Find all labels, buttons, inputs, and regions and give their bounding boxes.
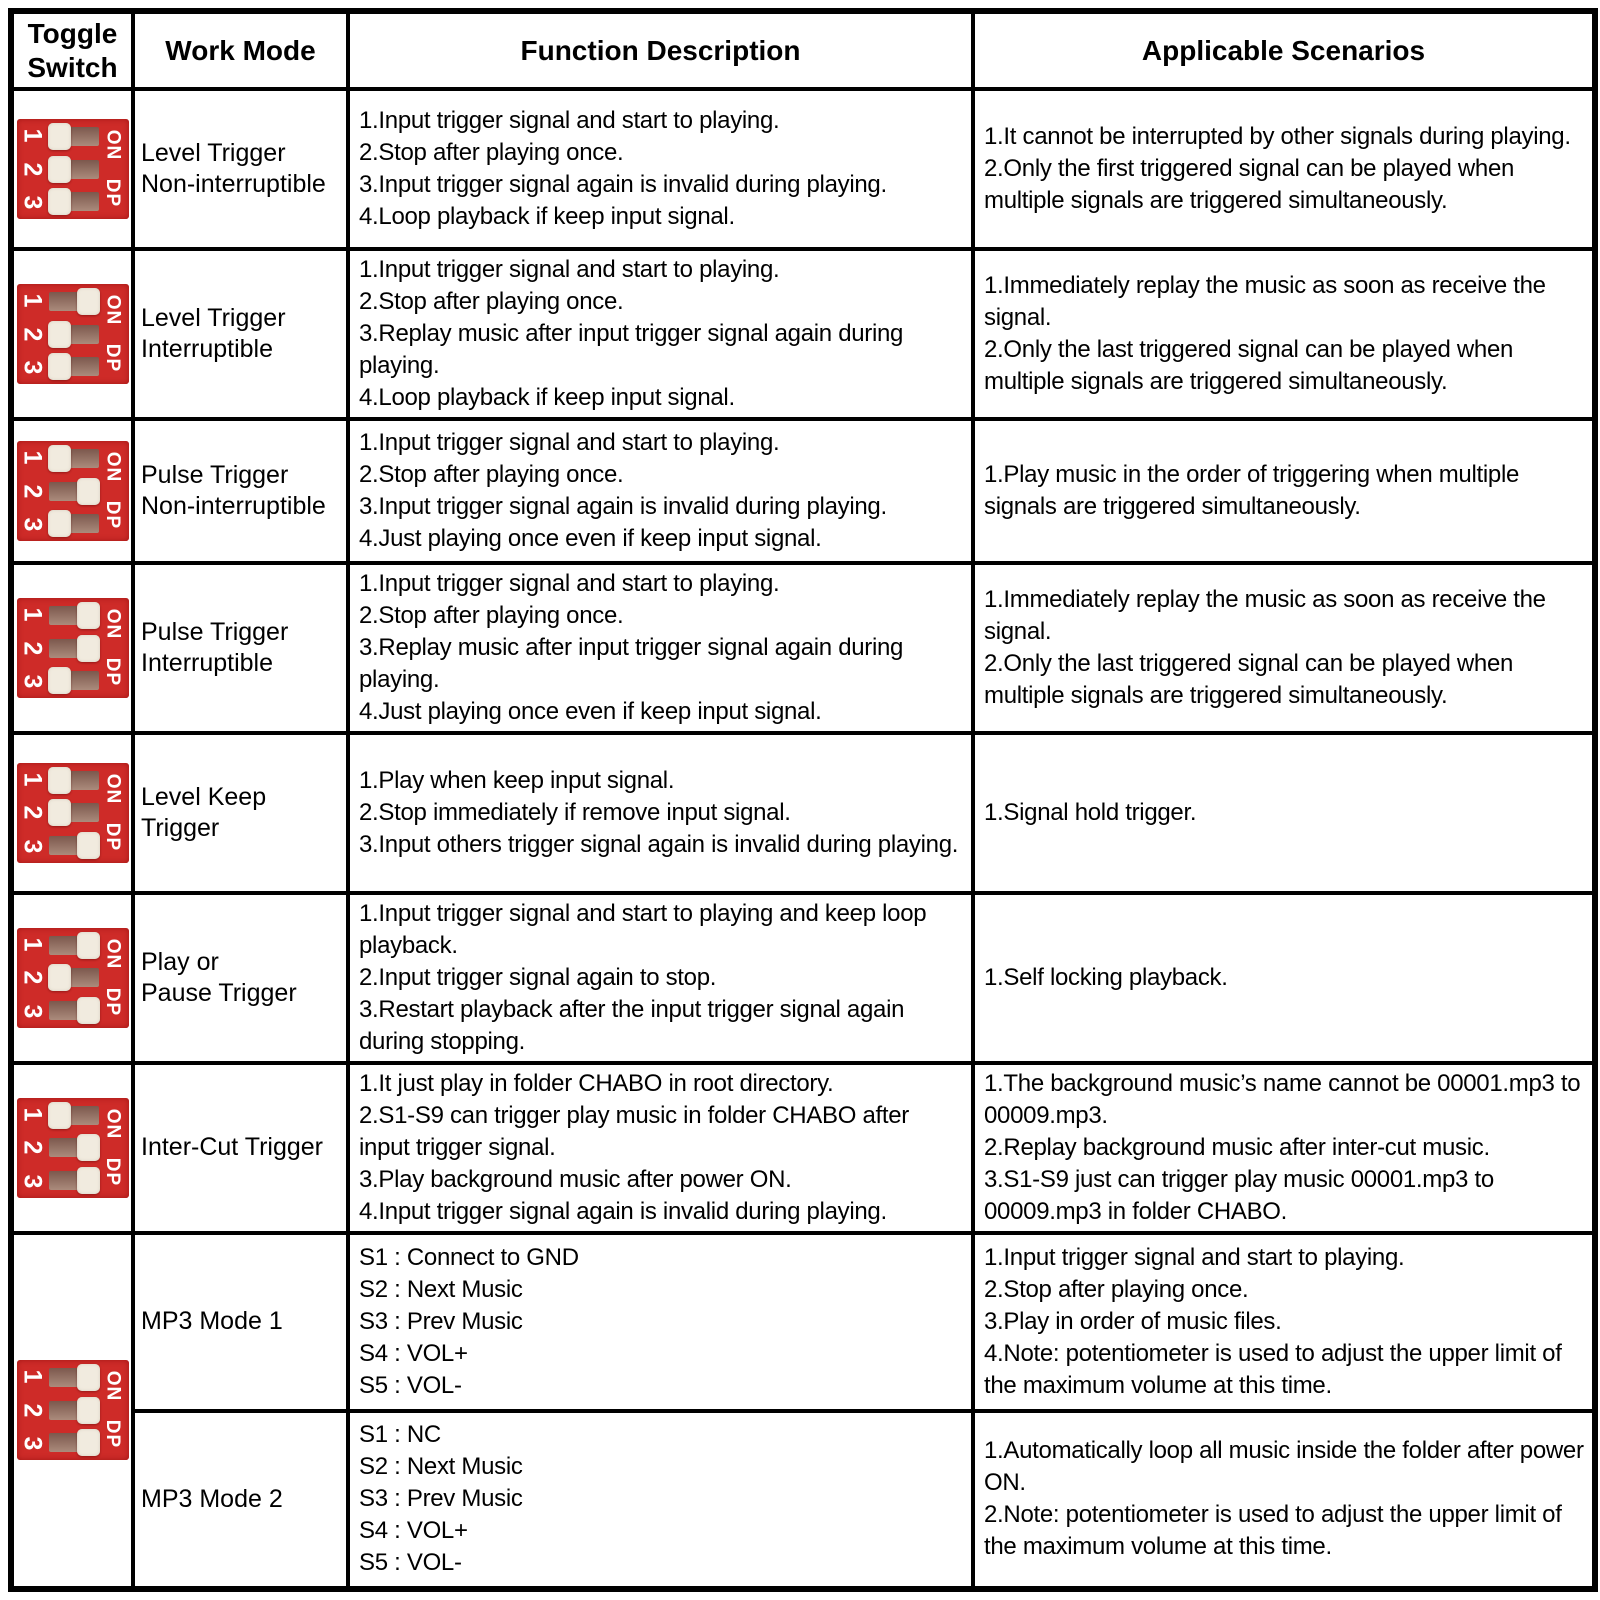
column-header-work-mode: Work Mode: [133, 11, 348, 89]
dip-knob: [77, 932, 100, 959]
work-mode-cell: Level Trigger Non-interruptible: [133, 89, 348, 249]
dip-knob: [77, 1134, 100, 1161]
header-row: [11, 11, 1595, 89]
dip-toggle-1: [49, 449, 99, 468]
dip-knob: [77, 288, 100, 315]
toggle-switch-cell: [11, 249, 133, 419]
dip-toggle-2: [49, 803, 99, 822]
dip-toggle-2: [49, 482, 99, 501]
work-mode-table: [8, 8, 1598, 1592]
dip-pin-numbers: 1 2 3: [18, 607, 46, 689]
dip-knob: [77, 832, 100, 859]
dip-pin-numbers: 1 2 3: [18, 772, 46, 854]
dip-on-dp-labels: ON DP: [102, 129, 124, 208]
function-description-cell: 1.Play when keep input signal. 2.Stop immediately if remove input signal. 3.Input others trigger signal again is invalid during playing.: [348, 733, 973, 892]
column-header-function-description: Function Description: [348, 11, 973, 89]
dip-toggle-3: [49, 192, 99, 211]
dip-knob: [77, 1167, 100, 1194]
dip-toggle-3: [49, 1001, 99, 1020]
dip-on-dp-labels: ON DP: [102, 294, 124, 373]
dip-knob: [77, 997, 100, 1024]
dip-pin-numbers: 1 2 3: [18, 128, 46, 210]
applicable-scenarios-cell: 1.Immediately replay the music as soon as receive the signal. 2.Only the last triggered signal can be played when multiple signals are triggered simultaneously.: [973, 563, 1595, 733]
applicable-scenarios-cell: 1.Input trigger signal and start to playing. 2.Stop after playing once. 3.Play in order of music files. 4.Note: potentiometer is used to adjust the upper limit of the maximum volume at this time.: [973, 1233, 1595, 1411]
dip-toggle-1: [49, 936, 99, 955]
function-description-cell: 1.Input trigger signal and start to playing. 2.Stop after playing once. 3.Input trigger signal again is invalid during playing. 4.Just playing once even if keep input signal.: [348, 419, 973, 563]
work-mode-cell: Level Keep Trigger: [133, 733, 348, 892]
dip-knob: [77, 1397, 100, 1424]
dip-pin-numbers: 1 2 3: [18, 1107, 46, 1189]
dip-toggle-3: [49, 671, 99, 690]
dip-toggle-2: [49, 968, 99, 987]
dip-toggle-1: [49, 1368, 99, 1387]
dip-knob: [48, 321, 71, 348]
function-description-cell: S1 : Connect to GND S2 : Next Music S3 : Prev Music S4 : VOL+ S5 : VOL-: [348, 1233, 973, 1411]
dip-pin-numbers: 1 2 3: [18, 1369, 46, 1451]
dip-toggle-1: [49, 127, 99, 146]
dip-toggle-1: [49, 292, 99, 311]
function-description-cell: 1.It just play in folder CHABO in root directory. 2.S1-S9 can trigger play music in folder CHABO after input trigger signal. 3.Play background music after power ON. 4.Input trigger signal again is invalid during playing.: [348, 1063, 973, 1233]
table-row: [11, 249, 1595, 419]
toggle-switch-cell: [11, 563, 133, 733]
table-row: [11, 563, 1595, 733]
function-description-cell: 1.Input trigger signal and start to playing and keep loop playback. 2.Input trigger signal again to stop. 3.Restart playback after the input trigger signal again during stopping.: [348, 893, 973, 1063]
column-header-toggle-switch: Toggle Switch: [11, 11, 133, 89]
applicable-scenarios-cell: 1.Play music in the order of triggering when multiple signals are triggered simultaneously.: [973, 419, 1595, 563]
dip-switch: [17, 1360, 129, 1460]
work-mode-cell: Level Trigger Interruptible: [133, 249, 348, 419]
dip-toggle-2: [49, 325, 99, 344]
function-description-cell: 1.Input trigger signal and start to playing. 2.Stop after playing once. 3.Replay music after input trigger signal again during playing. 4.Just playing once even if keep input signal.: [348, 563, 973, 733]
dip-knob: [48, 667, 71, 694]
dip-knob: [48, 353, 71, 380]
dip-on-dp-labels: ON DP: [102, 1108, 124, 1186]
applicable-scenarios-cell: 1.Self locking playback.: [973, 893, 1595, 1063]
table-row: [11, 1063, 1595, 1233]
dip-knob: [77, 602, 100, 629]
toggle-switch-cell: [11, 419, 133, 563]
column-header-applicable-scenarios: Applicable Scenarios: [973, 11, 1595, 89]
dip-toggle-3: [49, 514, 99, 533]
dip-on-dp-labels: ON DP: [102, 773, 124, 852]
dip-knob: [48, 964, 71, 991]
applicable-scenarios-cell: 1.The background music’s name cannot be 00001.mp3 to 00009.mp3. 2.Replay background music after inter-cut music. 3.S1-S9 just can trigger play music 00001.mp3 to 00009.mp3 in folder CHABO.: [973, 1063, 1595, 1233]
dip-knob: [48, 188, 71, 215]
toggle-switch-cell: [11, 1063, 133, 1233]
dip-toggle-3: [49, 1433, 99, 1452]
toggle-switch-cell: [11, 1233, 133, 1589]
dip-on-dp-labels: ON DP: [102, 609, 124, 687]
dip-toggle-1: [49, 771, 99, 790]
work-mode-cell: Pulse Trigger Interruptible: [133, 563, 348, 733]
dip-toggle-2: [49, 639, 99, 658]
function-description-cell: S1 : NC S2 : Next Music S3 : Prev Music S4 : VOL+ S5 : VOL-: [348, 1411, 973, 1589]
dip-knob: [48, 767, 71, 794]
dip-toggle-1: [49, 1106, 99, 1125]
dip-pin-numbers: 1 2 3: [18, 450, 46, 532]
dip-knob: [48, 445, 71, 472]
dip-switch: [17, 441, 129, 541]
dip-knob: [77, 478, 100, 505]
dip-knob: [77, 635, 100, 662]
dip-toggle-1: [49, 606, 99, 625]
dip-switch: [17, 119, 129, 219]
dip-switch: [17, 1098, 129, 1198]
dip-pin-numbers: 1 2 3: [18, 293, 46, 375]
dip-toggle-3: [49, 836, 99, 855]
dip-switch: [17, 598, 129, 698]
applicable-scenarios-cell: 1.Automatically loop all music inside the folder after power ON. 2.Note: potentiometer is used to adjust the upper limit of the maximum volume at this time.: [973, 1411, 1595, 1589]
dip-knob: [77, 1429, 100, 1456]
dip-toggle-2: [49, 160, 99, 179]
table-row: [11, 1233, 1595, 1411]
table-row: [11, 733, 1595, 892]
function-description-cell: 1.Input trigger signal and start to playing. 2.Stop after playing once. 3.Input trigger signal again is invalid during playing. 4.Loop playback if keep input signal.: [348, 89, 973, 249]
dip-knob: [48, 510, 71, 537]
table-row: [11, 89, 1595, 249]
applicable-scenarios-cell: 1.Signal hold trigger.: [973, 733, 1595, 892]
toggle-switch-cell: [11, 893, 133, 1063]
dip-switch: [17, 284, 129, 384]
dip-on-dp-labels: ON DP: [102, 452, 124, 530]
dip-knob: [48, 123, 71, 150]
function-description-cell: 1.Input trigger signal and start to playing. 2.Stop after playing once. 3.Replay music after input trigger signal again during playing. 4.Loop playback if keep input signal.: [348, 249, 973, 419]
dip-toggle-3: [49, 1171, 99, 1190]
work-mode-cell: Play or Pause Trigger: [133, 893, 348, 1063]
dip-switch: [17, 763, 129, 863]
work-mode-cell: Pulse Trigger Non-interruptible: [133, 419, 348, 563]
table-row: [11, 419, 1595, 563]
work-mode-cell: Inter-Cut Trigger: [133, 1063, 348, 1233]
work-mode-cell: MP3 Mode 1: [133, 1233, 348, 1411]
dip-knob: [48, 799, 71, 826]
dip-knob: [48, 1102, 71, 1129]
dip-pin-numbers: 1 2 3: [18, 937, 46, 1018]
dip-on-dp-labels: ON DP: [102, 938, 124, 1016]
dip-toggle-2: [49, 1401, 99, 1420]
table-row: [11, 1411, 1595, 1589]
dip-toggle-2: [49, 1138, 99, 1157]
dip-knob: [48, 156, 71, 183]
table-row: [11, 893, 1595, 1063]
applicable-scenarios-cell: 1.Immediately replay the music as soon as receive the signal. 2.Only the last triggered signal can be played when multiple signals are triggered simultaneously.: [973, 249, 1595, 419]
work-mode-cell: MP3 Mode 2: [133, 1411, 348, 1589]
applicable-scenarios-cell: 1.It cannot be interrupted by other signals during playing. 2.Only the first triggered signal can be played when multiple signals are triggered simultaneously.: [973, 89, 1595, 249]
toggle-switch-cell: [11, 733, 133, 892]
dip-knob: [77, 1364, 100, 1391]
dip-switch: [17, 928, 129, 1028]
toggle-switch-cell: [11, 89, 133, 249]
dip-toggle-3: [49, 357, 99, 376]
dip-on-dp-labels: ON DP: [102, 1371, 124, 1449]
